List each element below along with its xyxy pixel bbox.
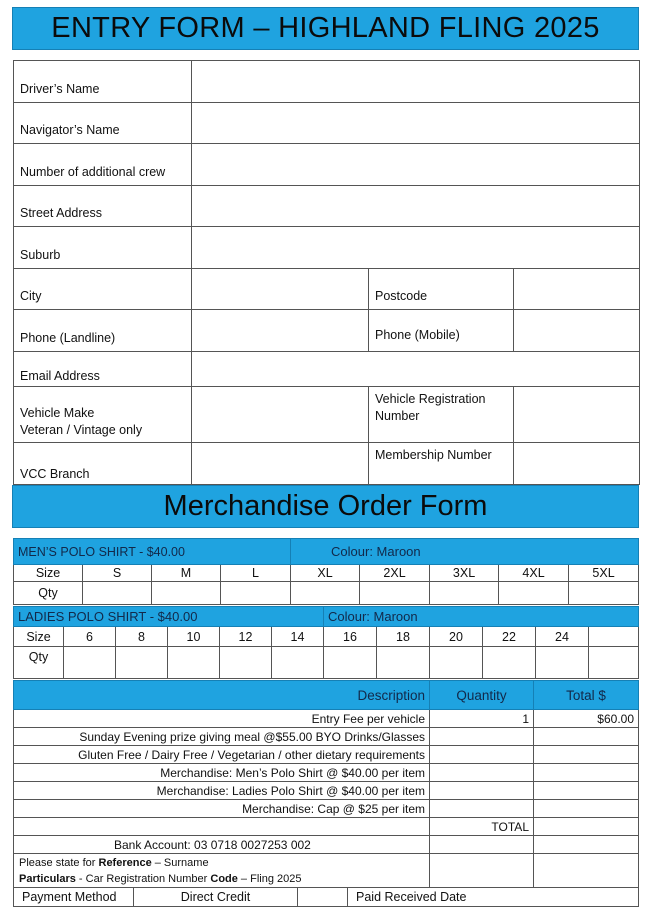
ladies-size: 6	[64, 627, 116, 647]
mens-size: 5XL	[569, 565, 639, 582]
driver-field[interactable]	[192, 61, 640, 103]
suburb-label: Suburb	[14, 227, 192, 269]
entry-form-table	[13, 60, 640, 485]
navigator-field[interactable]	[192, 103, 640, 144]
ladies-size: 10	[168, 627, 220, 647]
ladies-qty-cell[interactable]	[536, 647, 589, 679]
city-label: City	[14, 269, 192, 310]
ladies-shirt-label: Merchandise: Ladies Polo Shirt @ $40.00 per item	[14, 782, 430, 800]
mens-qty-label: Qty	[14, 582, 83, 605]
ref-total-blank	[534, 854, 639, 888]
ladies-size: 18	[377, 627, 430, 647]
postcode-label: Postcode	[369, 269, 514, 310]
particulars-bold: Particulars	[19, 872, 76, 885]
payment-check-box[interactable]	[298, 888, 348, 907]
sunday-meal-total[interactable]	[534, 728, 639, 746]
ladies-size-empty	[589, 627, 639, 647]
mens-shirt-label: Merchandise: Men’s Polo Shirt @ $40.00 per item	[14, 764, 430, 782]
bank-account: Bank Account: 03 0718 0027253 002	[14, 836, 430, 854]
sunday-meal-qty[interactable]	[430, 728, 534, 746]
mens-qty-cell[interactable]	[430, 582, 499, 605]
ladies-colour: Colour: Maroon	[324, 607, 639, 627]
total-value[interactable]	[534, 818, 639, 836]
rego-label: Vehicle Registration Number	[369, 387, 514, 443]
ladies-qty-label: Qty	[14, 647, 64, 679]
total-header: Total $	[534, 681, 639, 710]
mens-qty-cell[interactable]	[499, 582, 569, 605]
mens-shirt-table	[13, 538, 639, 605]
ladies-size: 22	[483, 627, 536, 647]
dietary-qty[interactable]	[430, 746, 534, 764]
particulars-mid: - Car Registration Number	[75, 872, 211, 885]
reference-instructions	[14, 854, 430, 888]
bank-total-blank	[534, 836, 639, 854]
ladies-size: 16	[324, 627, 377, 647]
crew-label: Number of additional crew	[14, 144, 192, 186]
ladies-title: LADIES POLO SHIRT - $40.00	[14, 607, 324, 627]
merch-title: Merchandise Order Form	[163, 490, 488, 522]
payment-method-label: Payment Method	[14, 888, 134, 907]
postcode-field[interactable]	[514, 269, 640, 310]
membership-field[interactable]	[514, 443, 640, 485]
mens-qty-cell[interactable]	[291, 582, 360, 605]
merch-title-banner	[12, 485, 639, 528]
ref-bold: Reference	[98, 856, 152, 869]
ladies-shirt-total[interactable]	[534, 782, 639, 800]
rego-field[interactable]	[514, 387, 640, 443]
mens-size: L	[221, 565, 291, 582]
description-header: Description	[14, 681, 430, 710]
sunday-meal-label: Sunday Evening prize giving meal @$55.00 BYO Drinks/Glasses	[14, 728, 430, 746]
mens-size: S	[83, 565, 152, 582]
vehicle-make-text: Vehicle Make	[20, 406, 95, 420]
particulars-line	[19, 871, 425, 887]
total-spacer	[14, 818, 430, 836]
ladies-qty-cell[interactable]	[377, 647, 430, 679]
ladies-qty-cell[interactable]	[324, 647, 377, 679]
form-title-banner	[12, 7, 639, 50]
mens-qty-cell[interactable]	[569, 582, 639, 605]
reference-line	[19, 855, 425, 871]
mens-size: XL	[291, 565, 360, 582]
ladies-qty-cell[interactable]	[483, 647, 536, 679]
mens-qty-cell[interactable]	[360, 582, 430, 605]
mens-qty-cell[interactable]	[221, 582, 291, 605]
ladies-size-label: Size	[14, 627, 64, 647]
ladies-size: 14	[272, 627, 324, 647]
mens-size: 2XL	[360, 565, 430, 582]
city-field[interactable]	[192, 269, 369, 310]
ladies-qty-cell[interactable]	[430, 647, 483, 679]
ladies-size: 24	[536, 627, 589, 647]
cap-label: Merchandise: Cap @ $25 per item	[14, 800, 430, 818]
mens-size: 3XL	[430, 565, 499, 582]
vehicle-make-subtext: Veteran / Vintage only	[20, 423, 143, 437]
mens-shirt-qty[interactable]	[430, 764, 534, 782]
entry-fee-qty: 1	[430, 710, 534, 728]
email-label: Email Address	[14, 352, 192, 387]
form-title: ENTRY FORM – HIGHLAND FLING 2025	[51, 12, 600, 44]
cap-total[interactable]	[534, 800, 639, 818]
code-bold: Code	[210, 872, 238, 885]
branch-label: VCC Branch	[14, 443, 192, 485]
street-label: Street Address	[14, 186, 192, 227]
ladies-qty-cell[interactable]	[116, 647, 168, 679]
direct-credit-label: Direct Credit	[134, 888, 298, 907]
cap-qty[interactable]	[430, 800, 534, 818]
ladies-shirt-table	[13, 606, 639, 679]
phone-mobile-field[interactable]	[514, 310, 640, 352]
ladies-size: 20	[430, 627, 483, 647]
crew-field[interactable]	[192, 144, 640, 186]
vehicle-make-field[interactable]	[192, 387, 369, 443]
ladies-qty-cell[interactable]	[589, 647, 639, 679]
mens-size: 4XL	[499, 565, 569, 582]
ladies-size: 8	[116, 627, 168, 647]
driver-label: Driver’s Name	[14, 61, 192, 103]
membership-label: Membership Number	[369, 443, 514, 485]
email-field[interactable]	[192, 352, 640, 387]
navigator-label: Navigator’s Name	[14, 103, 192, 144]
total-label: TOTAL	[430, 818, 534, 836]
phone-mobile-label: Phone (Mobile)	[369, 310, 514, 352]
dietary-label: Gluten Free / Dairy Free / Vegetarian / other dietary requirements	[14, 746, 430, 764]
dietary-total[interactable]	[534, 746, 639, 764]
ref-prefix: Please state for	[19, 856, 99, 869]
phone-landline-label: Phone (Landline)	[14, 310, 192, 352]
ladies-qty-cell[interactable]	[168, 647, 220, 679]
street-field[interactable]	[192, 186, 640, 227]
entry-fee-total: $60.00	[534, 710, 639, 728]
mens-qty-cell[interactable]	[152, 582, 221, 605]
entry-fee-label: Entry Fee per vehicle	[14, 710, 430, 728]
vehicle-make-label	[14, 387, 192, 443]
mens-size: M	[152, 565, 221, 582]
payment-table	[13, 887, 639, 907]
bank-qty-blank	[430, 836, 534, 854]
ladies-shirt-qty[interactable]	[430, 782, 534, 800]
mens-size-label: Size	[14, 565, 83, 582]
mens-qty-cell[interactable]	[83, 582, 152, 605]
ladies-qty-cell[interactable]	[272, 647, 324, 679]
code-suffix: – Fling 2025	[237, 872, 302, 885]
mens-title: MEN’S POLO SHIRT - $40.00	[14, 539, 291, 565]
ref-suffix: – Surname	[151, 856, 209, 869]
ladies-size: 12	[220, 627, 272, 647]
quantity-header: Quantity	[430, 681, 534, 710]
ladies-qty-cell[interactable]	[220, 647, 272, 679]
ref-qty-blank	[430, 854, 534, 888]
branch-field[interactable]	[192, 443, 369, 485]
paid-received-date-label: Paid Received Date	[348, 888, 639, 907]
mens-colour: Colour: Maroon	[291, 539, 639, 565]
ladies-qty-cell[interactable]	[64, 647, 116, 679]
suburb-field[interactable]	[192, 227, 640, 269]
order-summary-table	[13, 680, 639, 888]
mens-shirt-total[interactable]	[534, 764, 639, 782]
phone-landline-field[interactable]	[192, 310, 369, 352]
